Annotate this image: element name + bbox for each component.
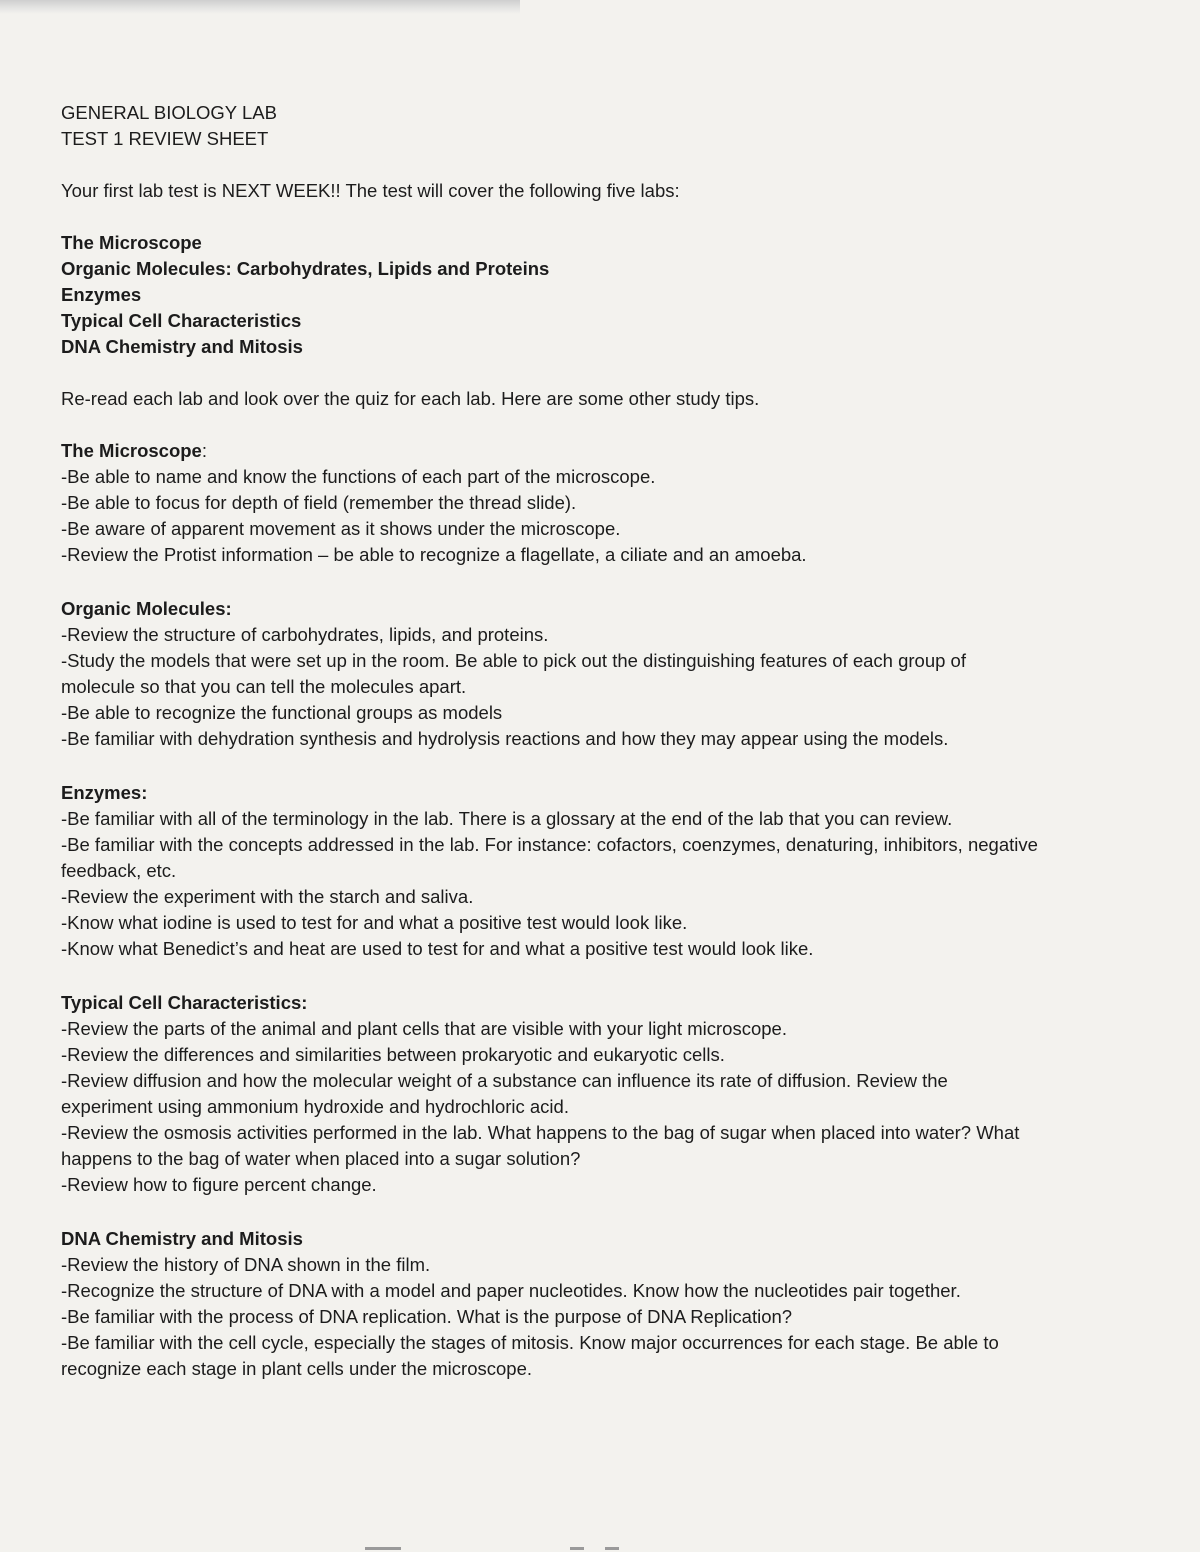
study-tip: -Review the osmosis activities performed in the lab. What happens to the bag of sugar when placed into water? What	[61, 1122, 1020, 1143]
study-advice: Re-read each lab and look over the quiz for each lab. Here are some other study tips.	[61, 388, 760, 409]
study-tip: -Review the history of DNA shown in the film.	[61, 1254, 431, 1275]
review-sheet	[61, 100, 1141, 1382]
study-tip: -Be able to name and know the functions of each part of the microscope.	[61, 466, 656, 487]
study-tip: recognize each stage in plant cells under the microscope.	[61, 1358, 532, 1379]
lab-list-item: Enzymes	[61, 284, 142, 305]
study-tip: -Review how to figure percent change.	[61, 1174, 377, 1195]
study-tip: -Review the Protist information – be able to recognize a flagellate, a ciliate and an amoeba.	[61, 544, 807, 565]
lab-list	[61, 230, 1141, 360]
study-tip: -Know what iodine is used to test for and what a positive test would look like.	[61, 912, 688, 933]
sheet-title: TEST 1 REVIEW SHEET	[61, 128, 269, 149]
course-title: GENERAL BIOLOGY LAB	[61, 102, 277, 123]
section-heading: Typical Cell Characteristics:	[61, 992, 308, 1013]
study-tip: -Be familiar with the concepts addressed in the lab. For instance: cofactors, coenzymes, denaturing, inhibitors, negative	[61, 834, 1038, 855]
lab-list-item: Typical Cell Characteristics	[61, 310, 302, 331]
section-microscope	[61, 438, 1141, 568]
section-heading: DNA Chemistry and Mitosis	[61, 1228, 303, 1249]
intro-text: Your first lab test is NEXT WEEK!! The test will cover the following five labs:	[61, 180, 680, 201]
lab-list-item: DNA Chemistry and Mitosis	[61, 336, 303, 357]
study-tip: -Be able to focus for depth of field (remember the thread slide).	[61, 492, 577, 513]
study-tip: molecule so that you can tell the molecules apart.	[61, 676, 467, 697]
scan-edge-shadow	[0, 0, 520, 14]
study-tip: -Review the experiment with the starch and saliva.	[61, 886, 474, 907]
study-tip: happens to the bag of water when placed into a sugar solution?	[61, 1148, 581, 1169]
scan-bottom-marks	[365, 1545, 625, 1552]
lab-list-item: Organic Molecules: Carbohydrates, Lipids and Proteins	[61, 258, 550, 279]
study-tip: -Review the differences and similarities between prokaryotic and eukaryotic cells.	[61, 1044, 725, 1065]
study-tip: feedback, etc.	[61, 860, 177, 881]
study-tip: -Be familiar with the process of DNA replication. What is the purpose of DNA Replication?	[61, 1306, 793, 1327]
study-tip: -Be familiar with all of the terminology in the lab. There is a glossary at the end of the lab that you can review.	[61, 808, 953, 829]
study-tip: -Review the parts of the animal and plant cells that are visible with your light microscope.	[61, 1018, 787, 1039]
section-heading: Enzymes:	[61, 782, 148, 803]
study-tip: -Know what Benedict’s and heat are used to test for and what a positive test would look like.	[61, 938, 814, 959]
study-tip: -Be aware of apparent movement as it shows under the microscope.	[61, 518, 621, 539]
section-cell-characteristics	[61, 990, 1141, 1198]
study-tip: -Recognize the structure of DNA with a model and paper nucleotides. Know how the nucleotides pair together.	[61, 1280, 961, 1301]
study-tip: -Be familiar with the cell cycle, especially the stages of mitosis. Know major occurrences for each stage. Be able to	[61, 1332, 999, 1353]
section-heading	[61, 438, 1141, 464]
section-organic-molecules	[61, 596, 1141, 752]
study-tip: -Study the models that were set up in the room. Be able to pick out the distinguishing features of each group of	[61, 650, 966, 671]
section-heading-text: The Microscope	[61, 440, 202, 461]
study-tip: -Review the structure of carbohydrates, lipids, and proteins.	[61, 624, 549, 645]
study-tip: -Review diffusion and how the molecular weight of a substance can influence its rate of diffusion. Review the	[61, 1070, 948, 1091]
section-heading: Organic Molecules:	[61, 598, 232, 619]
study-tip: -Be familiar with dehydration synthesis and hydrolysis reactions and how they may appear using the models.	[61, 728, 949, 749]
section-dna-mitosis	[61, 1226, 1141, 1382]
section-heading-colon: :	[201, 440, 207, 461]
study-tip: experiment using ammonium hydroxide and hydrochloric acid.	[61, 1096, 569, 1117]
section-enzymes	[61, 780, 1141, 962]
study-tip: -Be able to recognize the functional groups as models	[61, 702, 503, 723]
lab-list-item: The Microscope	[61, 232, 202, 253]
